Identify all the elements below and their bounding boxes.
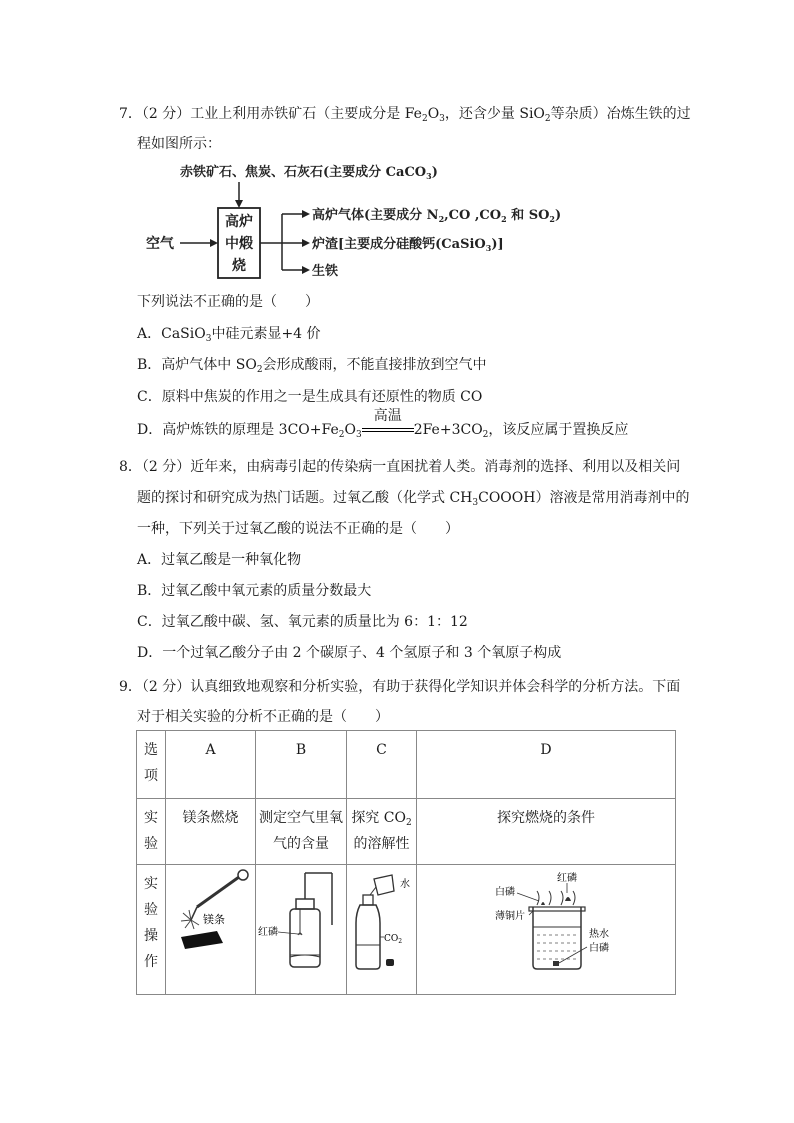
header-c: C	[347, 731, 417, 799]
q7-option-d[interactable]: D．高炉炼铁的原理是 $3CO+Fe_2O_3$ 高温 $2Fe+3CO_2$，该反应属于置换反应	[137, 408, 629, 440]
q7-option-b[interactable]: B．高炉气体中 $SO_2$会形成酸雨，不能直接排放到空气中	[137, 357, 487, 375]
svg-text:水: 水	[399, 879, 410, 890]
exp-d: 探究燃烧的条件	[417, 799, 676, 865]
magnesium-burning-figure	[167, 865, 255, 985]
reaction-condition: 高温	[362, 420, 414, 440]
q8-option-c[interactable]: C．过氧乙酸中碳、氢、氧元素的质量比为 6：1：12	[137, 614, 468, 630]
row-operation: 实验操作	[137, 865, 166, 995]
q9-line1: 9．（2 分）认真细致地观察和分析实验，有助于获得化学知识并体会科学的分析方法。下面	[119, 679, 681, 695]
q8-option-a[interactable]: A．过氧乙酸是一种氧化物	[137, 552, 302, 568]
svg-text:CO2: $CO_2$	[383, 934, 402, 945]
q8-option-b[interactable]: B．过氧乙酸中氧元素的质量分数最大	[137, 583, 372, 599]
q9-line2: 对于相关实验的分析不正确的是（ ）	[137, 709, 389, 725]
svg-text:赤铁矿石、焦炭、石灰石(主要成分 CaCO3): 赤铁矿石、焦炭、石灰石(主要成分 CaCO$_3$)	[180, 165, 438, 181]
fig-a-cell	[166, 865, 256, 995]
exp-a: 镁条燃烧	[166, 799, 256, 865]
svg-text:烧: 烧	[232, 258, 246, 274]
blast-furnace-diagram	[140, 160, 600, 282]
svg-text:炉渣[主要成分硅酸钙(CaSiO3)]: 炉渣[主要成分硅酸钙(CaSiO$_3$)]	[312, 237, 504, 253]
q8-line1: 8．（2 分）近年来，由病毒引起的传染病一直困扰着人类。消毒剂的选择、利用以及相关问	[119, 459, 681, 475]
row-experiment: 实验	[137, 799, 166, 865]
svg-text:镁条: 镁条	[202, 913, 225, 926]
svg-text:生铁: 生铁	[312, 264, 339, 279]
svg-text:高炉气体(主要成分 N2,CO ,CO2 和 SO2): 高炉气体(主要成分 $N_2,CO$ $,CO_2$ 和 $SO_2$)	[312, 208, 562, 224]
experiment-table	[136, 730, 676, 995]
air-oxygen-figure	[256, 865, 346, 985]
svg-text:白磷: 白磷	[495, 887, 515, 898]
header-b: B	[256, 731, 347, 799]
fig-d-cell	[417, 865, 676, 995]
svg-text:中煅: 中煅	[225, 236, 253, 252]
header-option: 选项	[137, 731, 166, 799]
header-d: D	[417, 731, 676, 799]
header-a: A	[166, 731, 256, 799]
svg-text:红磷: 红磷	[557, 873, 577, 884]
svg-text:红磷: 红磷	[258, 927, 278, 938]
q8-line2: 题的探讨和研究成为热门话题。过氧乙酸（化学式 $CH_3COOOH$）溶液是常用消毒剂中的	[137, 490, 690, 508]
combustion-conditions-figure	[417, 865, 675, 985]
svg-text:白磷: 白磷	[589, 943, 609, 954]
svg-text:热水: 热水	[589, 929, 609, 940]
co2-solubility-figure	[348, 865, 416, 985]
q8-option-d[interactable]: D．一个过氧乙酸分子由 2 个碳原子、4 个氢原子和 3 个氧原子构成	[137, 645, 562, 661]
q7-line2: 程如图所示：	[137, 136, 221, 152]
q7-option-a[interactable]: A．CaSiO$_3$中硅元素显+4 价	[137, 326, 321, 344]
fig-b-cell	[256, 865, 347, 995]
svg-text:高炉: 高炉	[225, 214, 253, 230]
q7-line1: 7．（2 分）工业上利用赤铁矿石（主要成分是 $Fe_2O_3$，还含少量 SiO$_2$等杂质）冶炼生铁的过	[119, 106, 691, 124]
exp-c: 探究 $CO_2$的溶解性	[347, 799, 417, 865]
fig-c-cell	[347, 865, 417, 995]
svg-text:薄铜片: 薄铜片	[495, 911, 525, 922]
q7-stem: 下列说法不正确的是（ ）	[137, 294, 319, 310]
svg-text:空气: 空气	[146, 236, 174, 252]
q8-line3: 一种，下列关于过氧乙酸的说法不正确的是（ ）	[137, 521, 459, 537]
q7-option-c[interactable]: C．原料中焦炭的作用之一是生成具有还原性的物质 CO	[137, 389, 483, 405]
exp-b: 测定空气里氧气的含量	[256, 799, 347, 865]
